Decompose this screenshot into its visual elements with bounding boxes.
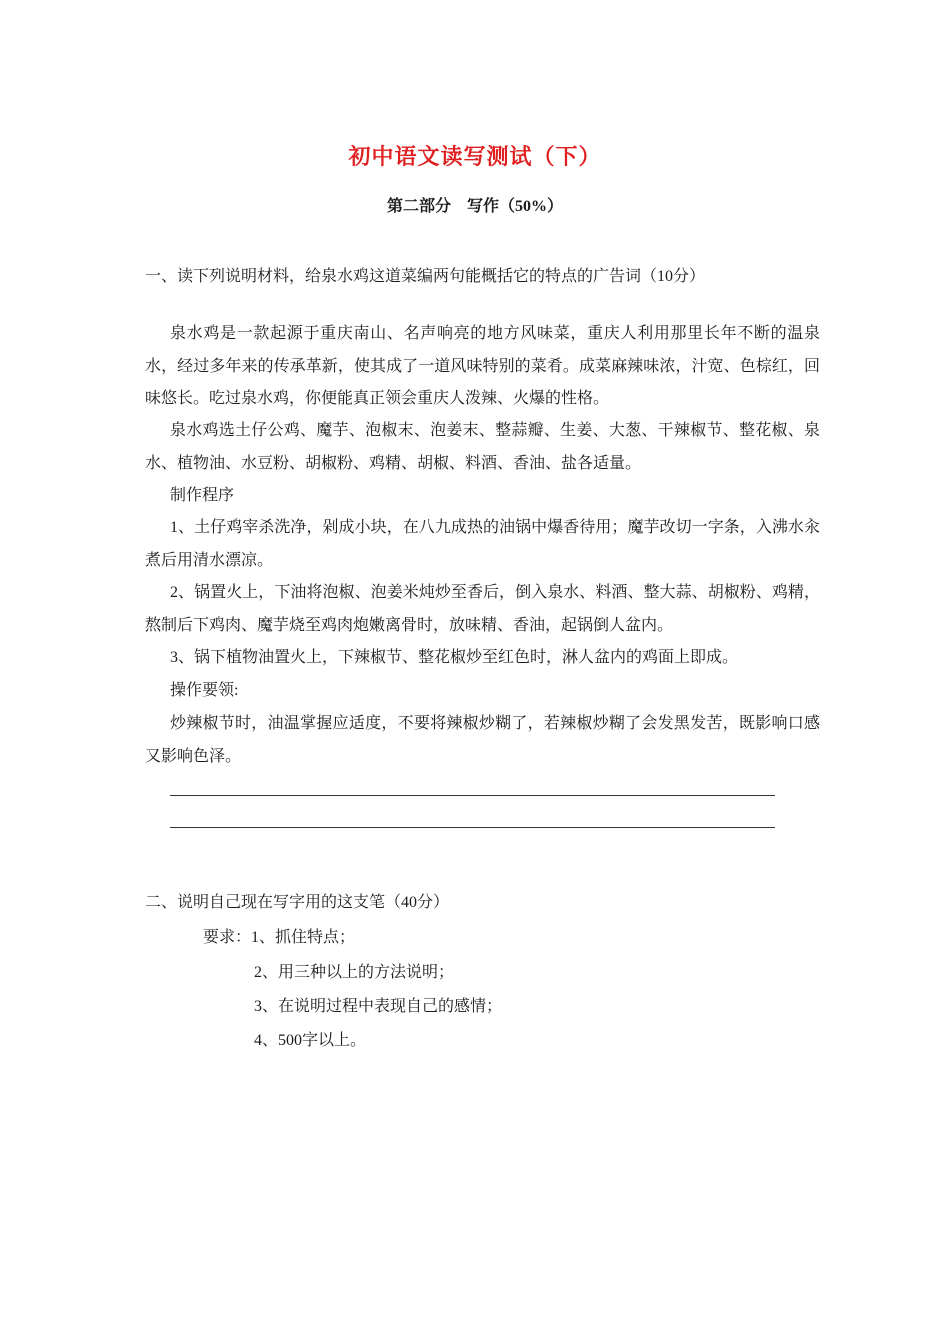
tips-heading: 操作要领: xyxy=(170,682,239,699)
procedure-heading: 制作程序 xyxy=(170,487,235,504)
procedure-step-2: 2、锅置火上，下油将泡椒、泡姜米炖炒至香后，倒入泉水、料酒、整大蒜、胡椒粉、鸡精，熬制后下鸡肉、魔芋烧至鸡肉炮嫩离骨时，放味精、香油，起锅倒人盆内。 xyxy=(145,584,820,634)
requirement-1: 要求：1、抓住特点； xyxy=(203,929,356,946)
requirement-4: 4、500字以上。 xyxy=(254,1032,367,1049)
section-subtitle: 第二部分 写作（50%） xyxy=(386,198,563,215)
procedure-step-1: 1、土仔鸡宰杀洗净，剁成小块，在八九成热的油锅中爆香待用；魔芋改切一字条，入沸水汆煮后用清水漂凉。 xyxy=(145,519,820,569)
answer-line-2[interactable] xyxy=(170,827,775,828)
tips-paragraph: 炒辣椒节时，油温掌握应适度，不要将辣椒炒糊了，若辣椒炒糊了会发黑发苦，既影响口感又影响色泽。 xyxy=(145,715,820,765)
page-title: 初中语文读写测试（下） xyxy=(348,144,602,169)
question-1-prompt: 一、读下列说明材料，给泉水鸡这道菜编两句能概括它的特点的广告词（10分） xyxy=(145,268,706,285)
requirement-3: 3、在说明过程中表现自己的感情； xyxy=(254,998,503,1015)
material-paragraph-1: 泉水鸡是一款起源于重庆南山、名声响亮的地方风味菜，重庆人利用那里长年不断的温泉水，经过多年来的传承革新，使其成了一道风味特别的菜肴。成菜麻辣味浓，汁宽、色棕红，回味悠长。吃过泉水鸡，你便能真正领会重庆人泼辣、火爆的性格。 xyxy=(145,325,820,407)
procedure-step-3: 3、锅下植物油置火上，下辣椒节、整花椒炒至红色时，淋人盆内的鸡面上即成。 xyxy=(170,649,739,666)
question-2-prompt: 二、说明自己现在写字用的这支笔（40分） xyxy=(145,894,450,911)
material-paragraph-2: 泉水鸡选土仔公鸡、魔芋、泡椒末、泡姜末、整蒜瓣、生姜、大葱、干辣椒节、整花椒、泉水、植物油、水豆粉、胡椒粉、鸡精、胡椒、料酒、香油、盐各适量。 xyxy=(145,422,820,472)
requirement-2: 2、用三种以上的方法说明； xyxy=(254,964,455,981)
answer-line-1[interactable] xyxy=(170,795,775,796)
